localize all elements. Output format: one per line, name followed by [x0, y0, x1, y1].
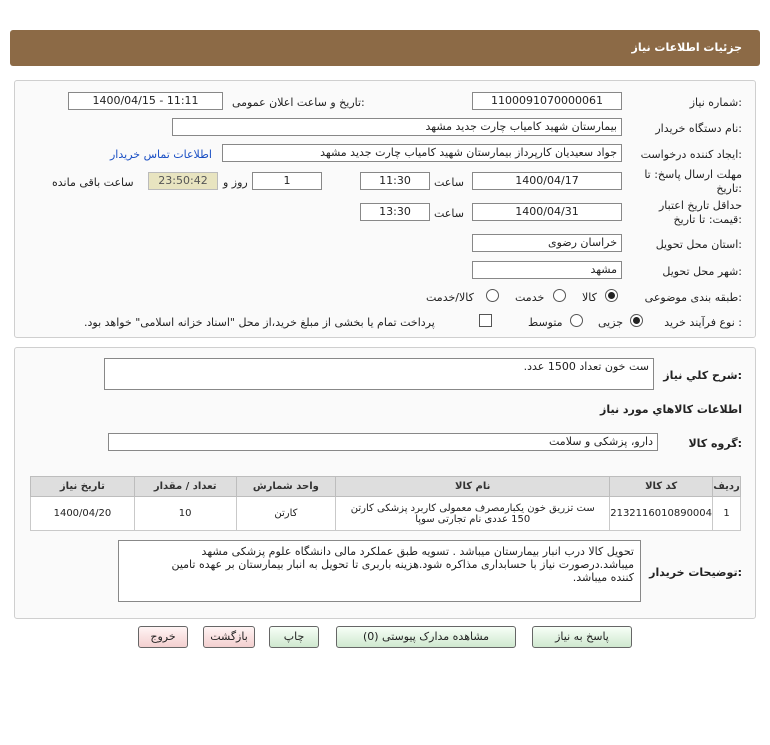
col-qty: تعداد / مقدار	[134, 477, 236, 497]
validity-date-field: 1400/04/31	[472, 203, 622, 221]
buyer-field: بیمارستان شهید کامیاب چارت جدید مشهد	[172, 118, 622, 136]
cell-row: 1	[713, 497, 741, 531]
need-number-label: شماره نیاز:	[689, 96, 742, 109]
page-title: جزئیات اطلاعات نیاز	[631, 41, 742, 54]
col-row: ردیف	[713, 477, 741, 497]
exit-button[interactable]: خروج	[138, 626, 188, 648]
category-radio-service[interactable]	[553, 289, 566, 302]
category-label: طبقه بندی موضوعی:	[644, 291, 742, 304]
items-title: اطلاعات کالاهاي مورد نياز	[600, 403, 742, 416]
summary-field: ست خون تعداد 1500 عدد.	[104, 358, 654, 390]
deadline-time-field: 11:30	[360, 172, 430, 190]
remaining-time-badge: 23:50:42	[148, 172, 218, 190]
col-unit: واحد شمارش	[236, 477, 336, 497]
category-option-both: کالا/خدمت	[426, 291, 474, 304]
process-option-minor: جزیی	[598, 316, 624, 329]
deadline-time-label: ساعت	[434, 176, 464, 189]
col-date: تاریخ نیاز	[31, 477, 135, 497]
notes-line-2: میباشد.درصورت نیاز با حسابداری مذاکره شود.هزینه باربری تا تحویل به انبار بیمارستان بر عهده تامین	[171, 558, 634, 571]
col-code: کد کالا	[610, 477, 713, 497]
process-radio-medium[interactable]	[570, 314, 583, 327]
group-field: دارو، پزشکی و سلامت	[108, 433, 658, 451]
province-field: خراسان رضوی	[472, 234, 622, 252]
creator-label: ایجاد کننده درخواست:	[640, 148, 742, 161]
need-number-field: 1100091070000061	[472, 92, 622, 110]
notes-label: توضیحات خریدار:	[649, 566, 742, 579]
cell-date: 1400/04/20	[31, 497, 135, 531]
cell-unit: کارتن	[236, 497, 336, 531]
cell-name-line1: ست تزریق خون یکبارمصرف معمولی کاربرد پزشکی کارتن	[350, 502, 595, 514]
cell-name	[336, 497, 610, 531]
validity-label-1: حداقل تاریخ اعتبار	[658, 199, 742, 212]
deadline-date-field: 1400/04/17	[472, 172, 622, 190]
print-button[interactable]: چاپ	[269, 626, 319, 648]
process-option-medium: متوسط	[528, 316, 563, 329]
creator-field: جواد سعیدیان کارپرداز بیمارستان شهید کامیاب چارت جدید مشهد	[222, 144, 622, 162]
back-button[interactable]: بازگشت	[203, 626, 255, 648]
category-radio-goods[interactable]	[605, 289, 618, 302]
payment-note: پرداخت تمام یا بخشی از مبلغ خرید،از محل "اسناد خزانه اسلامی" خواهد بود.	[84, 316, 435, 329]
city-field: مشهد	[472, 261, 622, 279]
announce-field: 1400/04/15 - 11:11	[68, 92, 223, 110]
table-header-row	[31, 477, 741, 497]
page-header	[10, 30, 760, 66]
buyer-label: نام دستگاه خریدار:	[655, 122, 742, 135]
remaining-label: ساعت باقی مانده	[52, 176, 134, 189]
city-label: شهر محل تحویل:	[662, 265, 742, 278]
col-name: نام کالا	[336, 477, 610, 497]
deadline-label-2: تاریخ:	[716, 182, 742, 195]
process-label: نوع فرآیند خرید :	[664, 316, 742, 329]
notes-line-3: کننده میباشد.	[572, 571, 634, 584]
cell-code: 2132116010890004	[610, 497, 713, 531]
summary-label: شرح کلي نياز:	[663, 369, 742, 382]
validity-label-2: قیمت: تا تاریخ:	[673, 213, 742, 226]
deadline-label-1: مهلت ارسال پاسخ: تا	[644, 168, 742, 181]
cell-qty: 10	[134, 497, 236, 531]
notes-field	[118, 540, 641, 602]
days-label: روز و	[223, 176, 248, 189]
cell-name-line2: 150 عددی نام تجارتی سوپا	[415, 513, 531, 525]
attachments-button[interactable]: مشاهده مدارک پیوستی (0)	[336, 626, 516, 648]
notes-line-1: تحویل کالا درب انبار بیمارستان میباشد . تسویه طبق عملکرد مالی دانشگاه علوم پزشکی مشهد	[201, 545, 634, 558]
group-label: گروه کالا:	[688, 437, 742, 450]
items-table	[30, 476, 741, 531]
days-field: 1	[252, 172, 322, 190]
category-radio-both[interactable]	[486, 289, 499, 302]
table-row	[31, 497, 741, 531]
treasury-checkbox[interactable]	[479, 314, 492, 327]
process-radio-minor[interactable]	[630, 314, 643, 327]
contact-buyer-link[interactable]: اطلاعات تماس خریدار	[110, 148, 212, 161]
reply-button[interactable]: پاسخ به نیاز	[532, 626, 632, 648]
validity-time-field: 13:30	[360, 203, 430, 221]
category-option-service: خدمت	[515, 291, 545, 304]
announce-label: تاریخ و ساعت اعلان عمومی:	[232, 96, 365, 109]
validity-time-label: ساعت	[434, 207, 464, 220]
province-label: استان محل تحویل:	[655, 238, 742, 251]
category-option-goods: کالا	[582, 291, 597, 304]
